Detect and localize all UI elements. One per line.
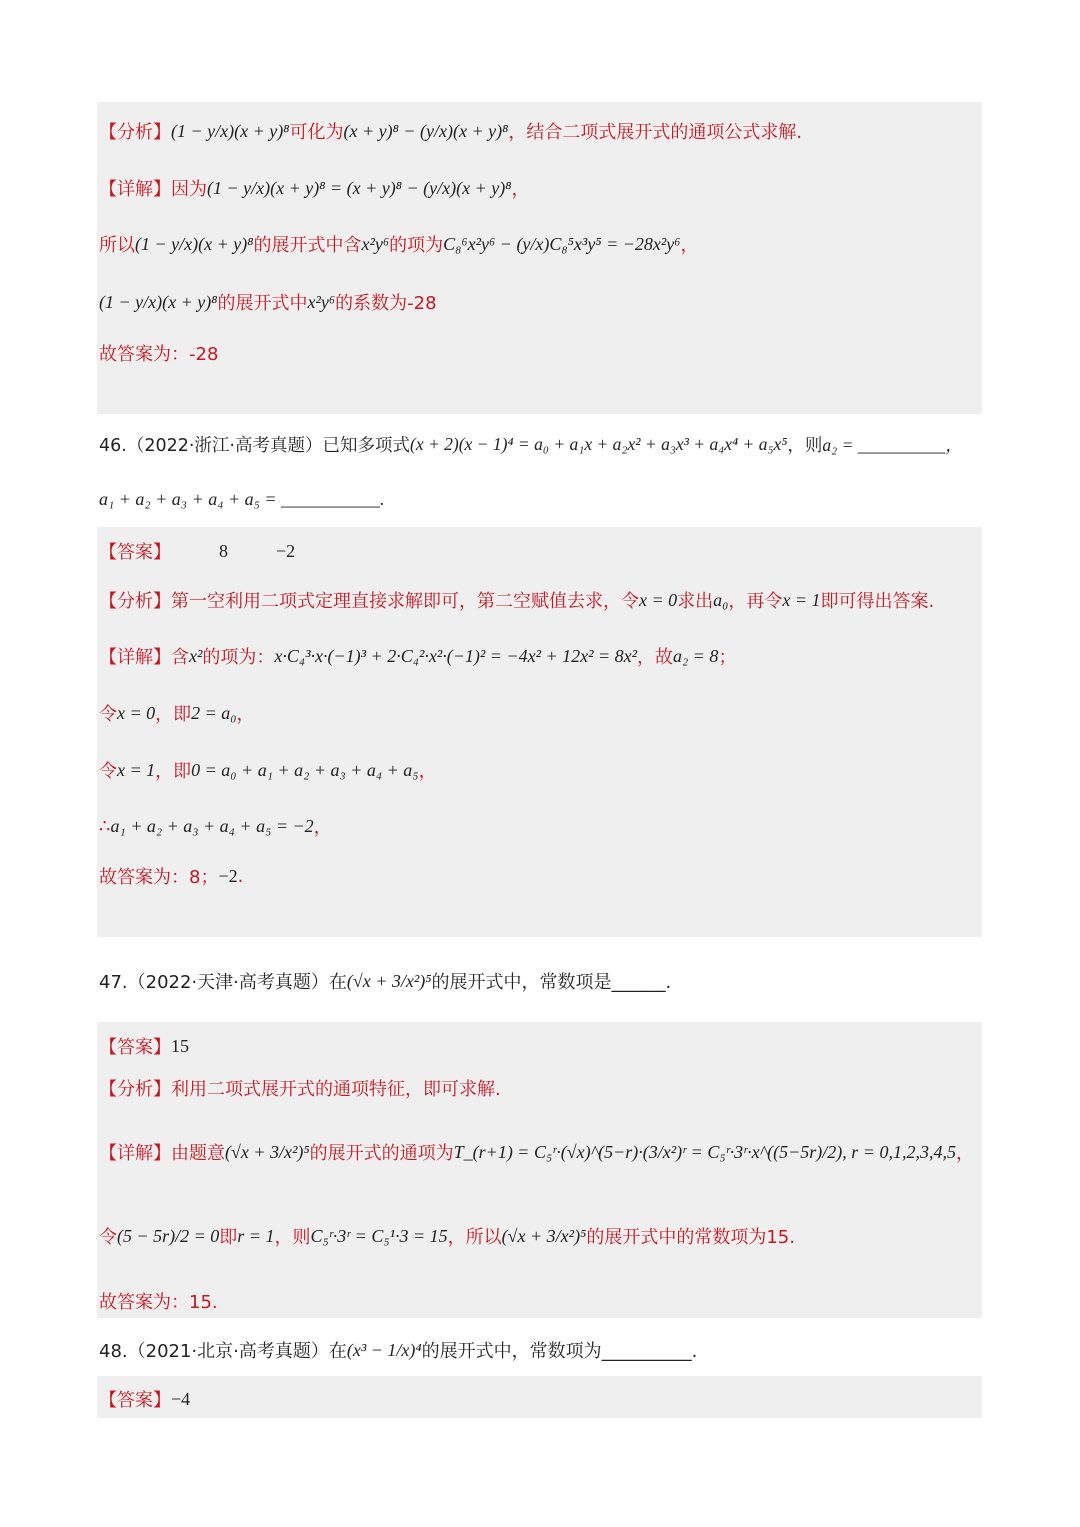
text-span: ，所以 — [447, 1227, 502, 1248]
math-expression: a₁ + a₂ + a₃ + a₄ + a₅ = −2 — [110, 815, 314, 836]
math-expression: x·C₄³·x·(−1)³ + 2·C₄²·x²·(−1)² = −4x² + 12x² = 8x² — [274, 645, 638, 666]
therefore-symbol: ∴ — [99, 815, 111, 837]
answer-tag: 【答案】 — [99, 1390, 171, 1411]
final-answer-47 — [99, 1288, 218, 1314]
analysis-tag: 【分析】 — [99, 122, 171, 143]
detail-tag: 【详解】 — [99, 647, 171, 668]
text-span: ； — [718, 647, 737, 668]
text-span: 即 — [219, 1227, 238, 1248]
text-span: 求出 — [677, 591, 714, 612]
math-expression: (x³ − 1/x)⁴ — [346, 1339, 422, 1360]
analysis-tag: 【分析】 — [99, 1079, 171, 1100]
text-span: 含 — [171, 647, 189, 668]
text-span: 因为 — [171, 179, 207, 200]
analysis-line-47 — [99, 1075, 501, 1101]
math-expression: x²y⁶ — [307, 291, 336, 312]
text-span: 的展开式的通项为 — [309, 1143, 454, 1164]
math-expression: x² — [189, 645, 203, 666]
math-expression: x = 0 — [639, 589, 678, 610]
text-span: ，故 — [637, 647, 674, 668]
detail-line-46-2 — [99, 700, 255, 726]
answer-value: 8 — [219, 540, 228, 561]
math-expression: C₅ʳ·3ʳ = C₅¹·3 = 15 — [310, 1225, 448, 1246]
math-expression: (√x + 3/x²)⁵ — [225, 1141, 310, 1162]
math-expression: 0 = a₀ + a₁ + a₂ + a₃ + a₄ + a₅ — [191, 759, 419, 780]
question-46-line2 — [99, 489, 385, 510]
analysis-tag: 【分析】 — [99, 591, 171, 612]
question-text: 48.（2021·北京·高考真题）在 — [99, 1341, 347, 1362]
answer-tag: 【答案】 — [99, 1037, 171, 1058]
question-text: ，则 — [787, 436, 823, 456]
text-span: 第一空利用二项式定理直接求解即可，第二空赋值去求，令 — [171, 591, 639, 612]
text-span: ，再令 — [728, 591, 783, 612]
detail-line-45 — [99, 175, 530, 201]
math-expression: −2 — [218, 865, 238, 886]
math-expression: C₈⁶x²y⁶ − (y/x)C₈⁵x³y⁵ = −28x²y⁶ — [443, 233, 681, 254]
math-expression: (1 − y/x)(x + y)⁸ — [171, 120, 290, 141]
answer-value: 15 — [171, 1035, 189, 1056]
detail-line-46 — [99, 643, 736, 669]
question-text: 47.（2022·天津·高考真题）在 — [99, 972, 347, 993]
text-span: 的展开式中的常数项为15. — [586, 1227, 795, 1248]
detail-line-47 — [99, 1139, 974, 1165]
question-text: 46.（2022·浙江·高考真题）已知多项式 — [99, 436, 410, 456]
final-answer-45 — [99, 340, 218, 366]
final-answer-46 — [99, 863, 243, 889]
text-span: 利用二项式展开式的通项特征，即可求解. — [171, 1079, 501, 1100]
detail-tag: 【详解】 — [99, 179, 171, 200]
question-48 — [99, 1337, 697, 1363]
text-span: 即可得出答案. — [820, 591, 935, 612]
text-span: 可化为 — [289, 122, 344, 143]
analysis-line-46 — [99, 587, 934, 613]
math-expression: a₁ + a₂ + a₃ + a₄ + a₅ = ___________. — [99, 489, 385, 509]
answer-line-47 — [99, 1033, 189, 1059]
text-span: 故答案为：8； — [99, 867, 219, 888]
math-expression: (√x + 3/x²)⁵ — [346, 970, 432, 991]
math-expression: (1 − y/x)(x + y)⁸ = (x + y)⁸ − (y/x)(x + y)⁸ — [207, 177, 512, 198]
text-span: 的展开式中 — [217, 293, 308, 314]
math-expression: a₀ — [713, 589, 729, 610]
answer-tag: 【答案】 — [99, 542, 171, 563]
math-expression: (√x + 3/x²)⁵ — [501, 1225, 587, 1246]
answer-value: −4 — [171, 1388, 191, 1409]
text-span: 令 — [99, 1227, 117, 1248]
math-expression: (1 − y/x)(x + y)⁸ — [135, 233, 254, 254]
text-span: 的系数为-28 — [335, 293, 437, 314]
math-expression: 2 = a₀ — [191, 702, 237, 723]
math-expression: x = 1 — [782, 589, 821, 610]
text-span: ， — [955, 1143, 974, 1164]
answer-value: −2 — [276, 540, 296, 561]
text-span: 故答案为：15. — [99, 1292, 218, 1313]
math-expression: (x + 2)(x − 1)⁴ = a₀ + a₁x + a₂x² + a₃x³ + a₄x⁴ + a₅x⁵ — [410, 434, 788, 454]
detail-line-45-3 — [99, 289, 437, 315]
answer-line-48 — [99, 1386, 190, 1412]
text-span: 令 — [99, 761, 117, 782]
math-expression: r = 1 — [237, 1225, 275, 1246]
detail-line-46-3 — [99, 757, 437, 783]
question-47 — [99, 968, 671, 994]
text-span: ，即 — [155, 761, 192, 782]
question-text: 的展开式中，常数项为__________. — [421, 1341, 698, 1362]
math-expression: x = 0 — [117, 702, 156, 723]
detail-line-47-2 — [99, 1223, 795, 1249]
detail-line-46-4 — [99, 813, 332, 839]
text-span: 故答案为：-28 — [99, 344, 219, 365]
math-expression: (x + y)⁸ − (y/x)(x + y)⁸ — [343, 120, 509, 141]
text-span: ，结合二项式展开式的通项公式求解. — [508, 122, 803, 143]
text-span: ， — [313, 817, 332, 838]
math-expression: a₂ = __________， — [822, 435, 963, 455]
question-text: 的展开式中，常数项是______. — [431, 972, 672, 993]
math-expression: a₂ = 8 — [673, 645, 719, 666]
solution-box-47 — [97, 1022, 982, 1318]
text-span: 所以 — [99, 235, 135, 256]
text-span: 由题意 — [171, 1143, 225, 1164]
solution-box-45 — [97, 102, 982, 414]
text-span: 的展开式中含 — [253, 235, 362, 256]
text-span: 的项为： — [202, 647, 275, 668]
math-expression: T_(r+1) = C₅ʳ·(√x)^(5−r)·(3/x²)ʳ = C₅ʳ·3ʳ·x^((5−5r)/2), r = 0,1,2,3,4,5 — [453, 1141, 956, 1162]
detail-line-45-2 — [99, 231, 699, 257]
text-span: ，即 — [155, 704, 192, 725]
text-span: ， — [236, 704, 255, 725]
math-expression: x²y⁶ — [361, 233, 390, 254]
text-span: ，则 — [274, 1227, 311, 1248]
math-expression: x = 1 — [117, 759, 156, 780]
math-expression: (1 − y/x)(x + y)⁸ — [99, 291, 218, 312]
detail-tag: 【详解】 — [99, 1143, 171, 1164]
answer-line-46 — [99, 538, 295, 564]
text-span: ， — [511, 179, 530, 200]
solution-box-48 — [97, 1376, 982, 1418]
text-span: ， — [680, 235, 699, 256]
text-span: 令 — [99, 704, 117, 725]
question-46 — [99, 432, 963, 457]
math-expression: (5 − 5r)/2 = 0 — [117, 1225, 220, 1246]
analysis-line-45 — [99, 118, 802, 144]
text-span: . — [237, 865, 244, 887]
text-span: ， — [418, 761, 437, 782]
text-span: 的项为 — [389, 235, 444, 256]
